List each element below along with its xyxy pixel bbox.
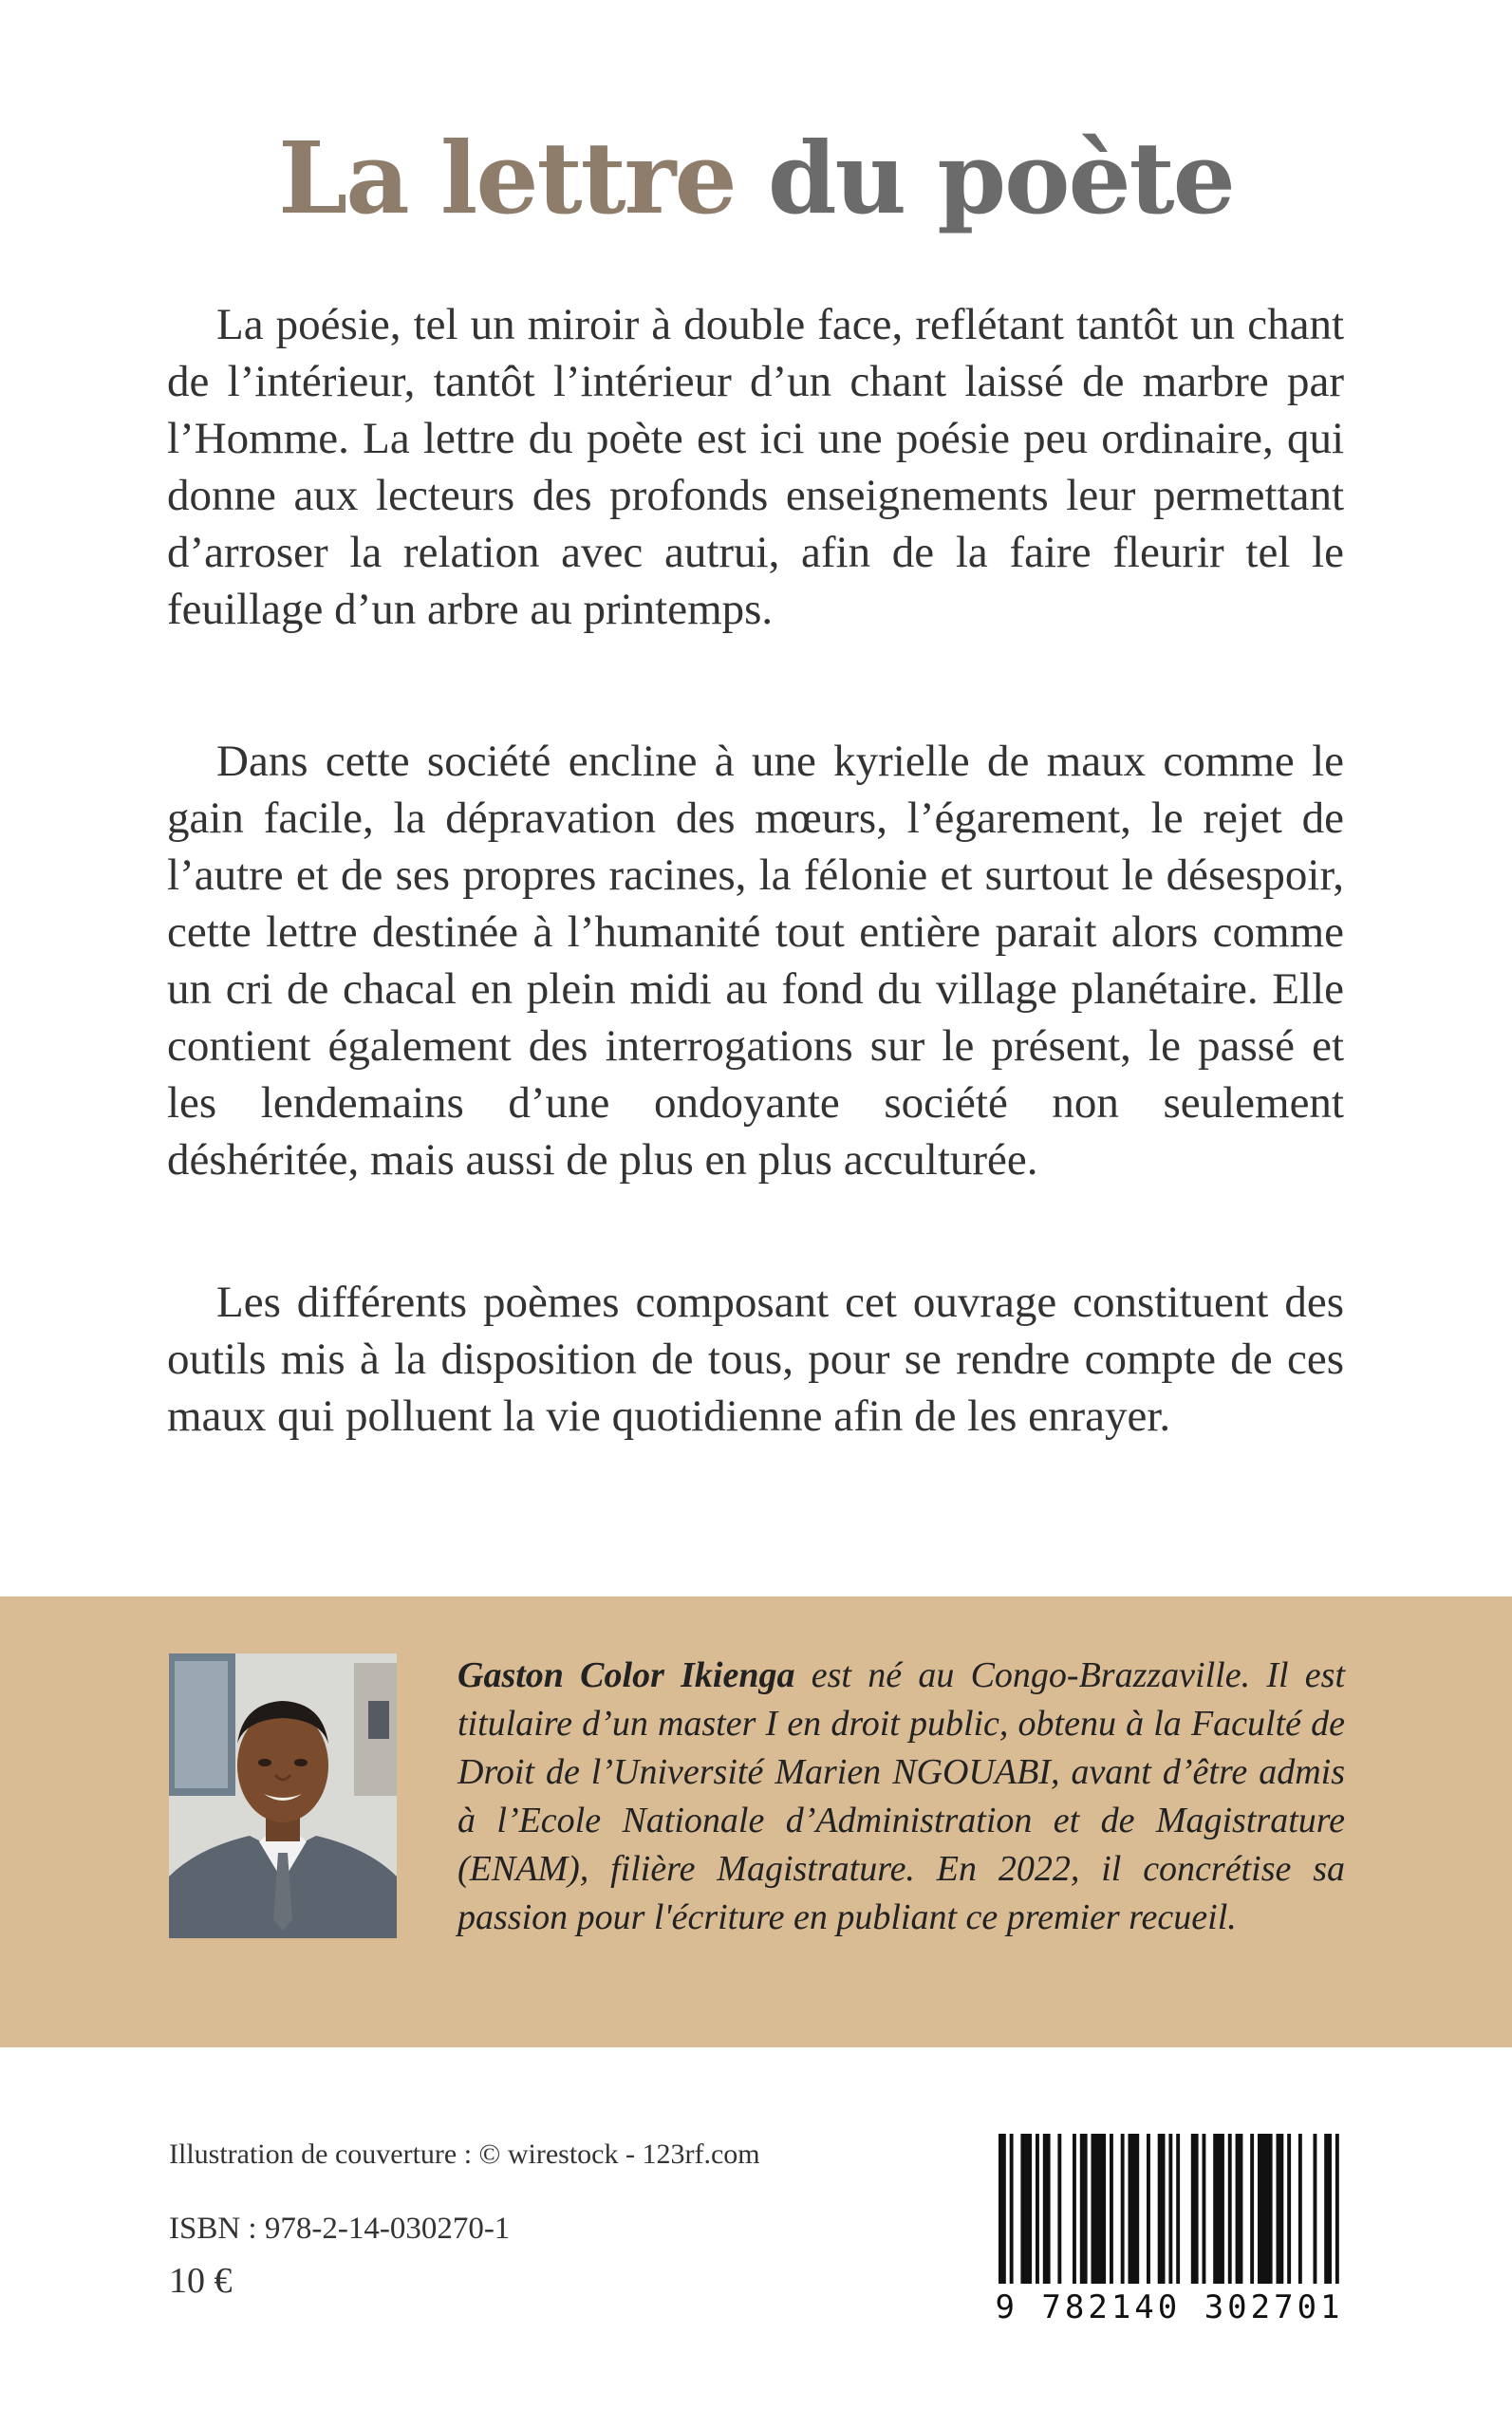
barcode-bars — [999, 2134, 1339, 2284]
author-section — [0, 1597, 1512, 2047]
blurb-paragraph-3 — [167, 1274, 1344, 1445]
author-photo — [169, 1653, 397, 1938]
author-bio — [457, 1652, 1345, 1942]
paragraph-text: Les différents poèmes composant cet ouvrage constituent des outils mis à la disposition de tous, pour se rendre compte de ces maux qui polluent la vie quotidienne afin de les enrayer. — [167, 1278, 1344, 1441]
paragraph-text: Dans cette société encline à une kyrielle de maux comme le gain facile, la dépravation des mœurs, l’égarement, le rejet de l’autre et de ses propres racines, la félonie et surtout le désespoir, cette lettre destinée à l’humanité tout entière parait alors comme un cri de chacal en plein midi au fond du village planétaire. Elle contient également des interrogations sur le présent, le passé et les lendemains d’une ondoyante société non seulement déshéritée, mais aussi de plus en plus acculturée. — [167, 737, 1344, 1185]
price-text: 10 € — [169, 2261, 233, 2301]
isbn-text: ISBN : 978-2-14-030270-1 — [169, 2212, 511, 2246]
barcode — [987, 2126, 1353, 2325]
title-part-2: du poète — [767, 120, 1234, 236]
paragraph-text: La poésie, tel un miroir à double face, reflétant tantôt un chant de l’intérieur, tantôt l’intérieur d’un chant laissé de marbre par l’Homme. La lettre du poète est ici une poésie peu ordinaire, qui donne aux lecteurs des profonds enseignements leur permettant d’arroser la relation avec autrui, afin de la faire fleurir tel le feuillage d’un arbre au printemps. — [167, 300, 1344, 634]
blurb-paragraph-1 — [167, 296, 1344, 638]
cover-credit: Illustration de couverture : © wirestock - 123rf.com — [169, 2138, 760, 2170]
author-name: Gaston Color Ikienga — [457, 1655, 795, 1695]
book-title — [0, 112, 1512, 245]
title-part-1: La lettre — [278, 120, 736, 236]
author-bio-text: est né au Congo-Brazzaville. Il est titulaire d’un master I en droit public, obtenu à la Faculté de Droit de l’Université Marien NGOUABI, avant d’être admis à l’Ecole Nationale d’Administration et de Magistrature (ENAM), filière Magistrature. En 2022, il concrétise sa passion pour l'écriture en publiant ce premier recueil. — [457, 1655, 1346, 1937]
barcode-digits: 9 782140 302701 — [995, 2288, 1344, 2325]
blurb-paragraph-2 — [167, 733, 1344, 1188]
